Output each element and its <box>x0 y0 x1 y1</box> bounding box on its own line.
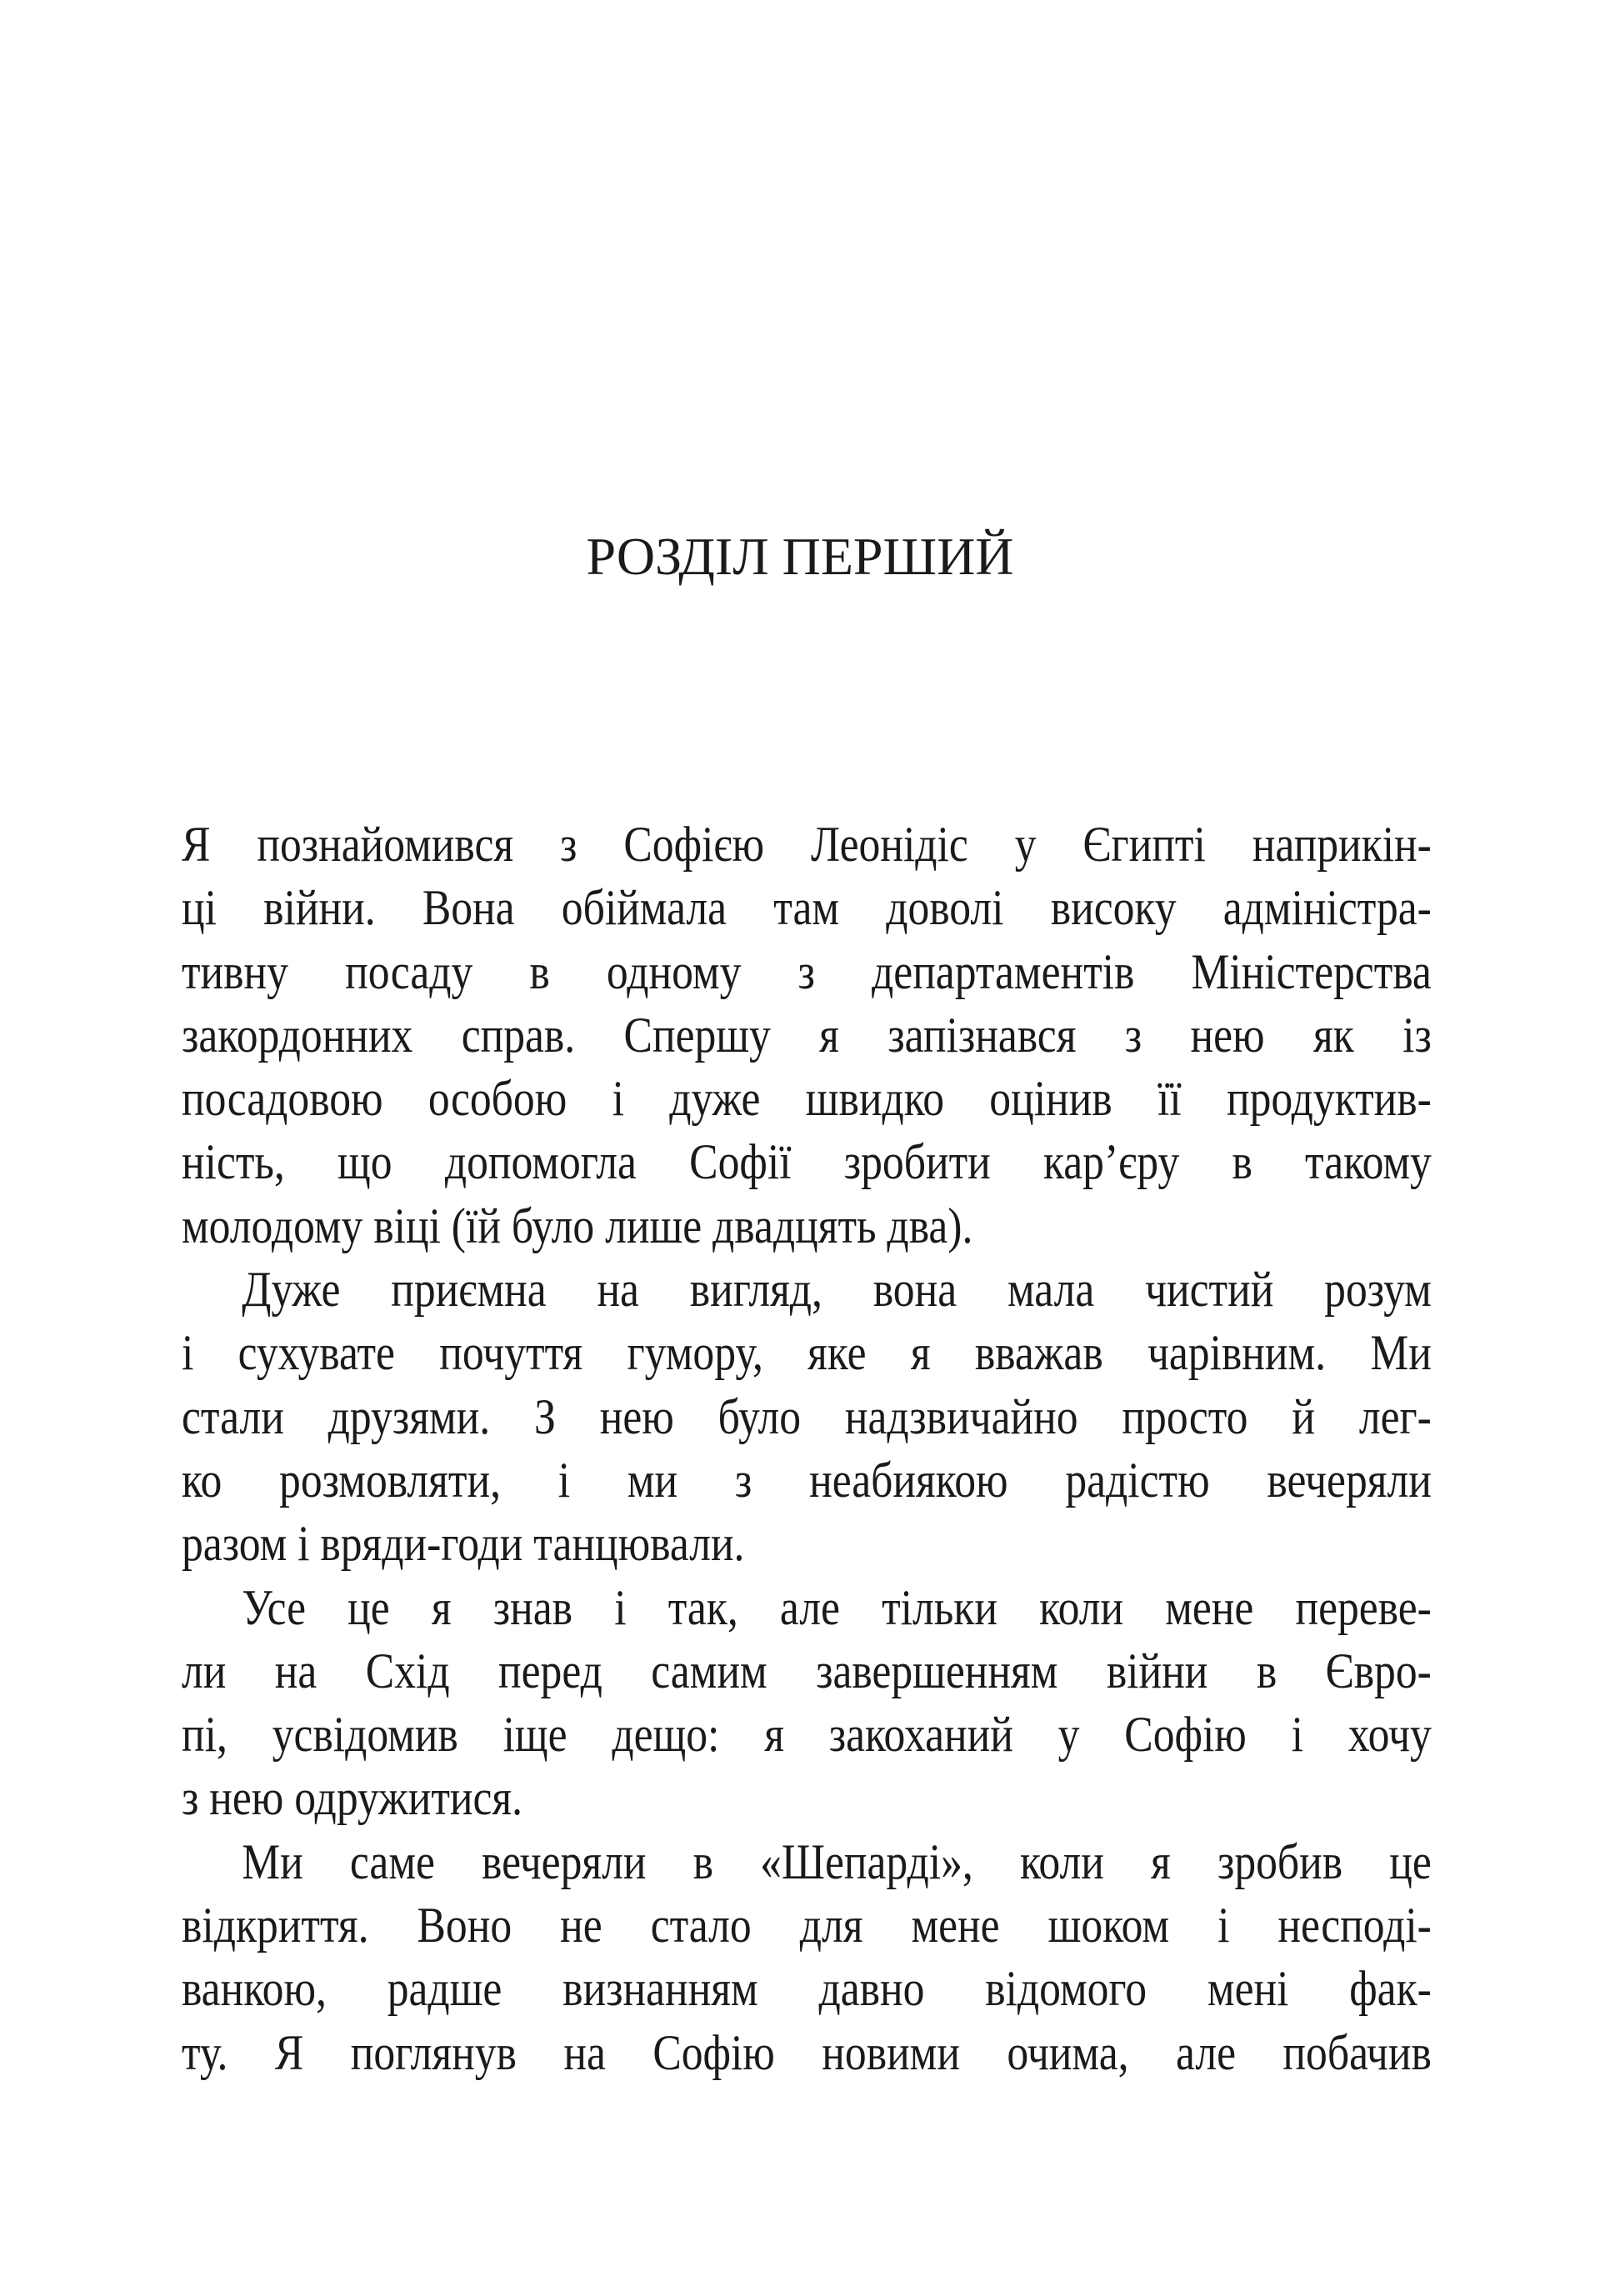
text-line: молодому віці (їй було лише двадцять два). <box>182 1198 973 1253</box>
text-line: Дуже приємна на вигляд, вона мала чистий розум <box>242 1262 1432 1318</box>
text-line: тивну посаду в одному з департаментів Міністерства <box>182 943 1432 999</box>
text-line: ванкою, радше визнанням давно відомого мені фак- <box>182 1961 1432 2017</box>
text-line: Ми саме вечеряли в «Шепарді», коли я зробив це <box>242 1833 1432 1889</box>
text-line: закордонних справ. Спершу я запізнався з нею як із <box>182 1007 1432 1063</box>
text-line: і сухувате почуття гумору, яке я вважав чарівним. Ми <box>182 1325 1432 1381</box>
text-line: посадовою особою і дуже швидко оцінив її продуктив- <box>182 1071 1432 1127</box>
text-line: ці війни. Вона обіймала там доволі високу адміністра- <box>182 880 1432 936</box>
text-line: пі, усвідомив іще дещо: я закоханий у Софію і хочу <box>182 1707 1432 1763</box>
text-line: з нею одружитися. <box>182 1770 523 1826</box>
paragraph <box>182 813 1432 1258</box>
text-line: разом і вряди-годи танцювали. <box>182 1516 745 1572</box>
paragraph <box>182 1258 1432 1575</box>
paragraph <box>182 1576 1432 1830</box>
text-line: Усе це я знав і так, але тільки коли мене переве- <box>242 1579 1432 1635</box>
text-line: стали друзями. З нею було надзвичайно просто й лег- <box>182 1388 1432 1444</box>
body-text <box>182 813 1432 2084</box>
text-line: Я познайомився з Софією Леонідіс у Єгипті наприкін- <box>182 817 1432 872</box>
chapter-title: РОЗДІЛ ПЕРШИЙ <box>586 527 1014 586</box>
text-line: ту. Я поглянув на Софію новими очима, але побачив <box>182 2024 1432 2080</box>
text-line: ність, що допомогла Софії зробити кар’єру в такому <box>182 1134 1432 1190</box>
text-line: ко розмовляти, і ми з неабиякою радістю вечеряли <box>182 1452 1432 1508</box>
paragraph <box>182 1830 1432 2084</box>
text-line: ли на Схід перед самим завершенням війни в Євро- <box>182 1643 1432 1698</box>
text-line: відкриття. Воно не стало для мене шоком і несподі- <box>182 1898 1432 1953</box>
